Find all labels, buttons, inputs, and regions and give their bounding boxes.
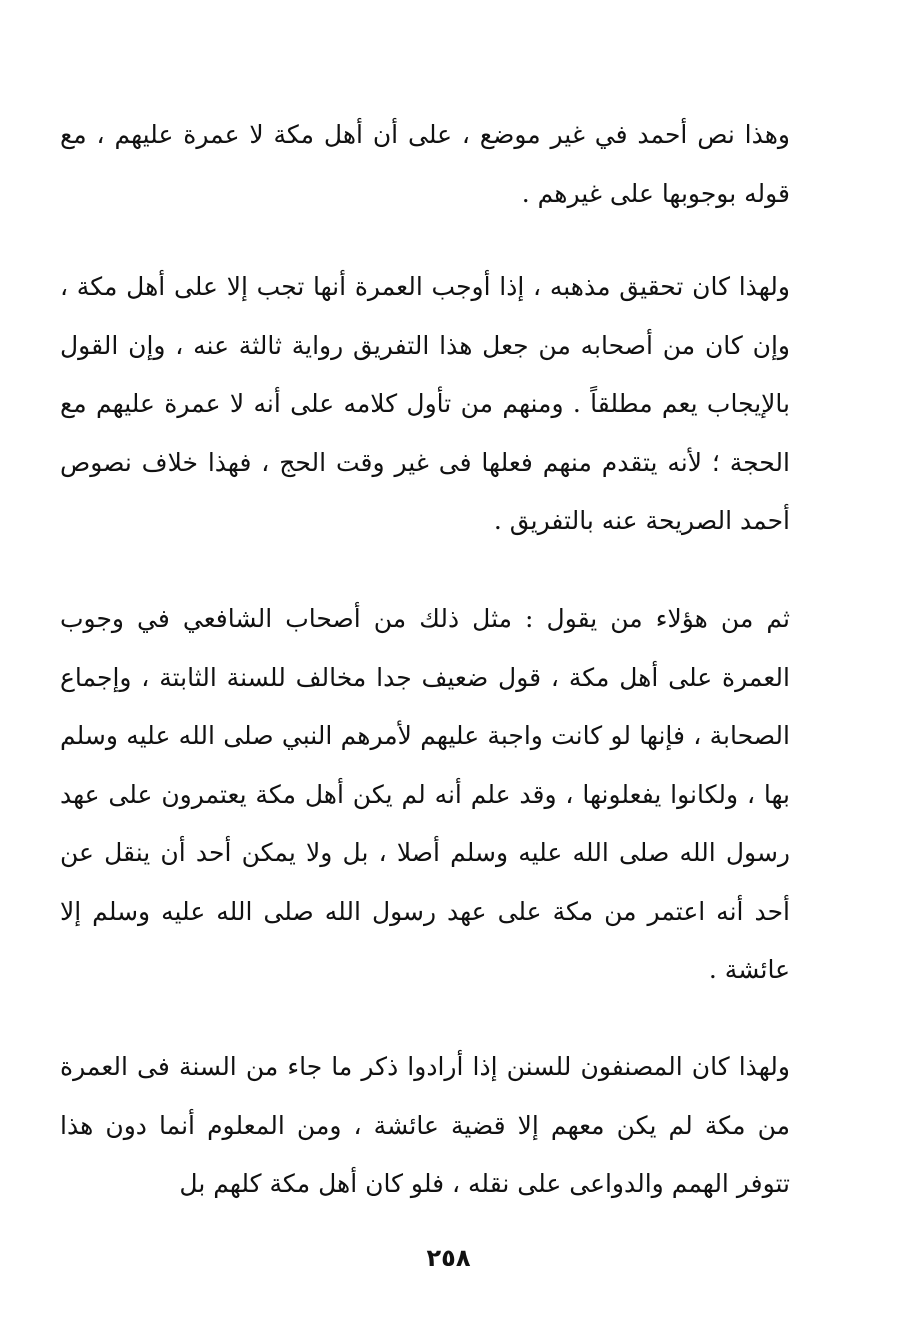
paragraph-1-text: وهذا نص أحمد في غير موضع ، على أن أهل مكة لا عمرة عليهم ، مع قوله بوجوبها على غيرهم . [60,120,790,208]
paragraph-4 [60,1038,790,1214]
paragraph-1 [60,106,790,223]
paragraph-2-text: ولهذا كان تحقيق مذهبه ، إذا أوجب العمرة أنها تجب إلا على أهل مكة ، وإن كان من أصحابه من جعل هذا التفريق رواية ثالثة عنه ، وإن القول بالإيجاب يعم مطلقاً . ومنهم من تأول كلامه على أنه لا عمرة عليهم مع الحجة ؛ لأنه يتقدم منهم فعلها فى غير وقت الحج ، فهذا خلاف نصوص أحمد الصريحة عنه بالتفريق . [60,272,790,535]
paragraph-4-text: ولهذا كان المصنفون للسنن إذا أرادوا ذكر ما جاء من السنة فى العمرة من مكة لم يكن معهم إلا قضية عائشة ، ومن المعلوم أنما دون هذا تتوفر الهمم والدواعى على نقله ، فلو كان أهل مكة كلهم بل [60,1052,790,1198]
paragraph-3-text: ثم من هؤلاء من يقول : مثل ذلك من أصحاب الشافعي في وجوب العمرة على أهل مكة ، قول ضعيف جدا مخالف للسنة الثابتة ، وإجماع الصحابة ، فإنها لو كانت واجبة عليهم لأمرهم النبي صلى الله عليه وسلم بها ، ولكانوا يفعلونها ، وقد علم أنه لم يكن أهل مكة يعتمرون على عهد رسول الله صلى الله عليه وسلم أصلا ، بل ولا يمكن أحد أن ينقل عن أحد أنه اعتمر من مكة على عهد رسول الله صلى الله عليه وسلم إلا عائشة . [60,604,790,984]
page-number: ٢٥٨ [426,1244,471,1272]
paragraph-2 [60,258,790,551]
paragraph-3 [60,590,790,1000]
